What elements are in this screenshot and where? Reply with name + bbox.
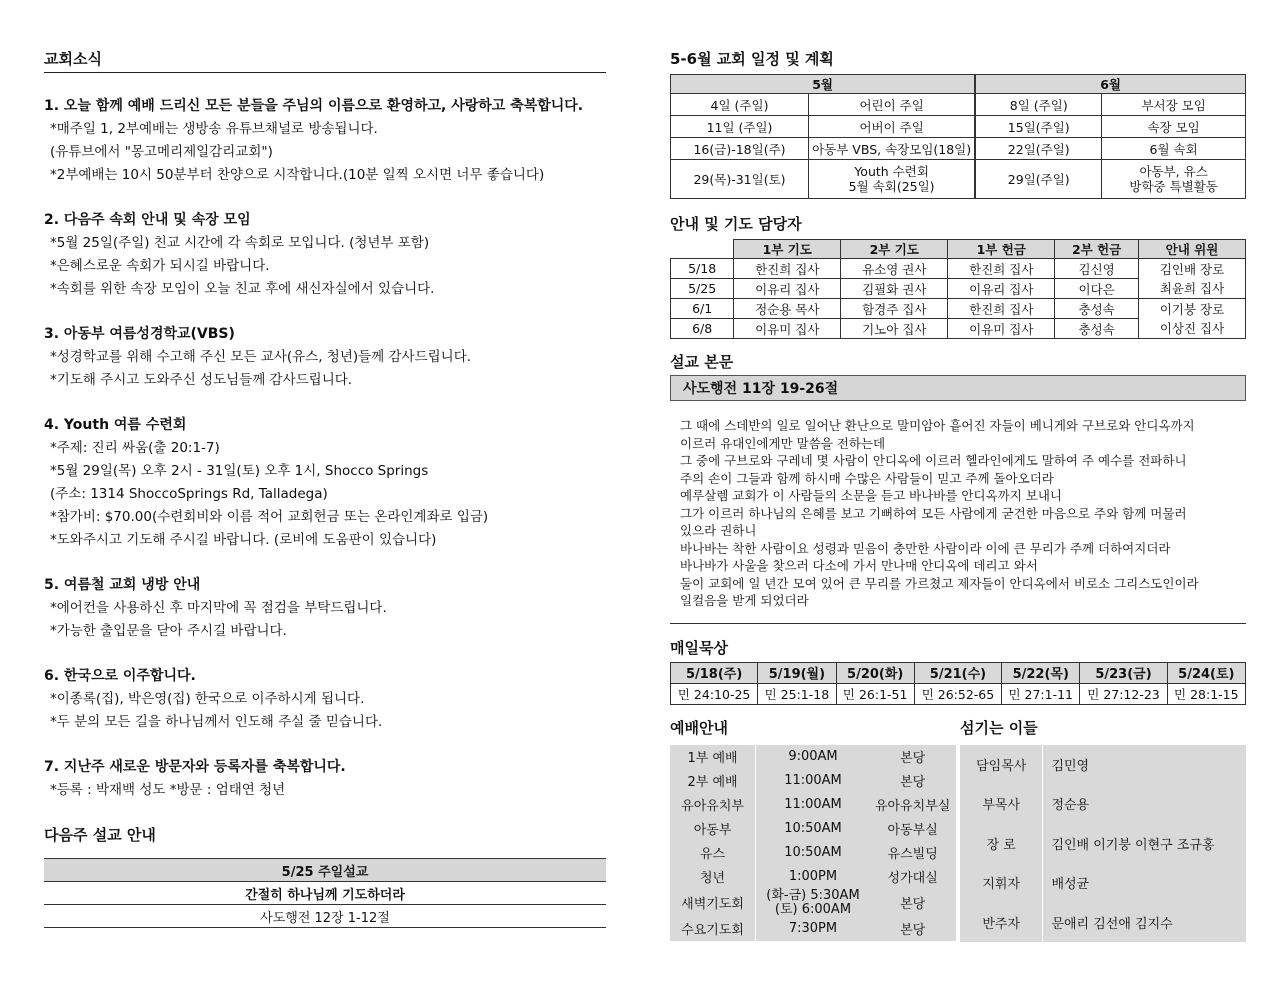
next-sermon-title: 다음주 설교 안내: [44, 826, 156, 844]
schedule-cell: 8일 (주일): [975, 94, 1102, 116]
news-item-line: *성경학교를 위해 수고해 주신 모든 교사(유스, 청년)들께 감사드립니다.: [50, 349, 472, 365]
news-item-line: *속회를 위한 속장 모임이 오늘 친교 후에 새신자실에서 있습니다.: [50, 281, 435, 297]
schedule-cell: 15일(주일): [975, 116, 1102, 138]
duty-cell: 이유리 집사: [948, 279, 1055, 299]
worship-time: [756, 745, 870, 769]
servant-names: 김인배 이기붕 이현구 조규홍: [1051, 837, 1215, 853]
verse-line: 예루살렘 교회가 이 사람들의 소문을 듣고 바나바를 안디옥까지 보내니: [680, 488, 1062, 503]
news-item-line: *2부예배는 10시 50분부터 찬양으로 시작합니다.(10분 일찍 오시면 너무 좋습니다): [50, 167, 545, 183]
worship-time: [756, 917, 870, 941]
daily-day: 5/24(토): [1167, 662, 1245, 683]
schedule-cell: 11일 (주일): [671, 116, 809, 138]
servant-row: [960, 863, 1246, 903]
daily-reading: 민 27:1-11: [1002, 683, 1080, 704]
news-item-line: *매주일 1, 2부예배는 생방송 유튜브채널로 방송됩니다.: [50, 121, 378, 137]
daily-day: 5/22(목): [1002, 662, 1080, 683]
sermon-scripture: 사도행전 11장 19-26절: [670, 375, 1246, 401]
verse-line: 바나바가 사울을 찾으러 다소에 가서 만나매 안디옥에 데리고 와서: [680, 558, 1038, 573]
news-title: 교회소식: [44, 48, 606, 73]
usher-name: 김인배 장로: [1159, 261, 1225, 277]
sermon-title: 설교 본문: [670, 353, 734, 371]
news-item-line: *5월 25일(주일) 친교 시간에 각 속회로 모입니다. (청년부 포함): [50, 235, 430, 251]
duty-cell: 충성속: [1055, 299, 1139, 319]
news-item: [44, 323, 606, 392]
news-item-head: 7. 지난주 새로운 방문자와 등록자를 축복합니다.: [44, 759, 346, 775]
schedule-cell: 어린이 주일: [809, 94, 976, 116]
news-item-line: *이종록(집), 박은영(집) 한국으로 이주하시게 됩니다.: [50, 691, 365, 707]
worship-place: 유스빌딩: [887, 847, 938, 862]
news-item-head: 2. 다음주 속회 안내 및 속장 모임: [44, 212, 251, 228]
verse-line: 그 때에 스데반의 일로 일어난 환난으로 말미암아 흩어진 자들이 베니게와 구브로와 안디옥까지: [680, 418, 1195, 433]
left-column: [44, 48, 606, 928]
news-item-line: *기도해 주시고 도와주신 성도님들께 감사드립니다.: [50, 372, 353, 388]
daily-day: 5/23(금): [1080, 662, 1167, 683]
servant-row: [960, 745, 1246, 785]
worship-time-line: (토) 6:00AM: [774, 901, 852, 917]
schedule-row: [671, 160, 1246, 199]
schedule-cell-line: Youth 수련회: [854, 164, 929, 179]
duty-cell: 이유미 집사: [734, 319, 841, 339]
daily-day: 5/21(수): [914, 662, 1001, 683]
news-item-line: *에어컨을 사용하신 후 마지막에 꼭 점검을 부탁드립니다.: [50, 600, 387, 616]
daily-day: 5/19(월): [758, 662, 836, 683]
usher-name: 이기붕 장로: [1159, 301, 1225, 317]
duty-usher-cell: [1138, 299, 1245, 339]
servant-names: 배성균: [1051, 877, 1090, 893]
worship-time-line: 11:00AM: [784, 773, 842, 788]
next-sermon-date: 5/25 주일설교: [44, 859, 606, 882]
news-item-head: 4. Youth 여름 수련회: [44, 417, 187, 433]
servant-row: [960, 903, 1246, 943]
worship-time: [756, 769, 870, 793]
servant-row: [960, 784, 1246, 824]
usher-name: 최윤희 집사: [1159, 280, 1225, 296]
duty-cell: 한진희 집사: [948, 299, 1055, 319]
duty-cell: 정순용 목사: [734, 299, 841, 319]
schedule-row: [671, 138, 1246, 160]
duty-cell: 이유리 집사: [734, 279, 841, 299]
usher-name: 이상진 집사: [1159, 320, 1225, 336]
next-sermon-table: [44, 858, 606, 928]
duty-cell: 5/18: [671, 259, 734, 279]
duty-cell: 김신영: [1055, 259, 1139, 279]
daily-reading: 민 28:1-15: [1167, 683, 1245, 704]
news-item-head: 6. 한국으로 이주합니다.: [44, 668, 196, 684]
worship-time-line: 7:30PM: [788, 921, 838, 936]
duty-row: [671, 259, 1246, 279]
worship-place: 본당: [900, 751, 926, 766]
worship-time-line: 10:50AM: [784, 821, 842, 836]
news-item-head: 1. 오늘 함께 예배 드리신 모든 분들을 주님의 이름으로 환영하고, 사랑하고 축복합니다.: [44, 98, 584, 114]
schedule-cell-line: 방학중 특별활동: [1129, 179, 1218, 194]
daily-reading: 민 24:10-25: [671, 683, 758, 704]
duty-cell: 이다은: [1055, 279, 1139, 299]
servants-title: 섬기는 이들: [960, 718, 1038, 737]
daily-reading: 민 26:52-65: [914, 683, 1001, 704]
schedule-cell-line: 아동부, 유스: [1139, 164, 1208, 179]
right-column: [670, 48, 1246, 957]
worship-time: [756, 865, 870, 889]
bottom-section: [670, 717, 1246, 957]
schedule-table: [670, 74, 1246, 199]
news-item-line: *은혜스로운 속회가 되시길 바랍니다.: [50, 258, 270, 274]
next-sermon-scripture: 사도행전 12장 1-12절: [44, 905, 606, 928]
duty-usher-cell: [1138, 259, 1245, 299]
verse-line: 그가 이르러 하나님의 은혜를 보고 기뻐하여 모든 사람에게 굳건한 마음으로 주와 함께 머물러: [680, 505, 1187, 521]
servant-names: 김민영: [1051, 758, 1090, 774]
news-item: [44, 574, 606, 643]
news-item: [44, 414, 606, 552]
worship-name: 수요기도회: [670, 917, 756, 941]
news-item-line: (유튜브에서 "몽고메리제일감리교회"): [50, 144, 273, 160]
schedule-cell: 속장 모임: [1102, 116, 1246, 138]
daily-title: 매일묵상: [670, 638, 728, 657]
duty-table: [670, 239, 1246, 339]
daily-day: 5/18(주): [671, 662, 758, 683]
servant-role: 부목사: [960, 784, 1043, 824]
worship-time: [756, 889, 870, 917]
schedule-row: [671, 94, 1246, 116]
worship-name: 유아유치부: [670, 793, 756, 817]
duty-header: 안내 위원: [1138, 240, 1245, 259]
duty-cell: 6/1: [671, 299, 734, 319]
duty-cell: 이유미 집사: [948, 319, 1055, 339]
worship-time-line: 9:00AM: [788, 749, 838, 764]
schedule-cell: 4일 (주일): [671, 94, 809, 116]
daily-reading: 민 25:1-18: [758, 683, 836, 704]
worship-place: 유아유치부실: [874, 799, 951, 814]
worship-row: [670, 889, 956, 917]
worship-time-line: 1:00PM: [788, 869, 838, 884]
worship-name: 새벽기도회: [670, 889, 756, 917]
news-item-head: 5. 여름철 교회 냉방 안내: [44, 577, 201, 593]
worship-place: 본당: [900, 775, 926, 790]
servant-row: [960, 824, 1246, 864]
duty-cell: 김필화 권사: [841, 279, 948, 299]
worship-row: [670, 769, 956, 793]
verse-line: 그 중에 구브로와 구레네 몇 사람이 안디옥에 이르러 헬라인에게도 말하여 주 예수를 전파하니: [680, 453, 1187, 468]
duty-header: 1부 헌금: [948, 240, 1055, 259]
duty-cell: 한진희 집사: [734, 259, 841, 279]
servant-role: 반주자: [960, 903, 1043, 943]
worship-row: [670, 793, 956, 817]
divider: [670, 623, 1246, 624]
worship-name: 1부 예배: [670, 745, 756, 769]
schedule-cell: 아동부 VBS, 속장모임(18일): [809, 138, 976, 160]
servants-table: [960, 745, 1246, 943]
june-header: 6월: [975, 75, 1245, 94]
news-item-line: *도와주시고 기도해 주시길 바랍니다. (로비에 도움판이 있습니다): [50, 532, 437, 548]
news-item: [44, 665, 606, 734]
daily-reading: 민 26:1-51: [836, 683, 914, 704]
duty-cell: 충성속: [1055, 319, 1139, 339]
worship-name: 아동부: [670, 817, 756, 841]
sermon-text: [670, 417, 1246, 610]
duty-cell: 한진희 집사: [948, 259, 1055, 279]
servant-role: 담임목사: [960, 745, 1043, 785]
worship-table: [670, 745, 956, 941]
worship-time: [756, 793, 870, 817]
worship-time-line: (화-금) 5:30AM: [766, 887, 860, 903]
news-item: [44, 756, 606, 802]
worship-time: [756, 817, 870, 841]
worship-place: 본당: [900, 897, 926, 912]
worship-name: 청년: [670, 865, 756, 889]
worship-row: [670, 745, 956, 769]
schedule-cell: 어버이 주일: [809, 116, 976, 138]
daily-table: [670, 662, 1246, 705]
schedule-cell: 22일(주일): [975, 138, 1102, 160]
schedule-title: 5-6월 교회 일정 및 계획: [670, 50, 834, 68]
duty-title: 안내 및 기도 담당자: [670, 215, 802, 233]
duty-row: [671, 299, 1246, 319]
schedule-cell: 부서장 모임: [1102, 94, 1246, 116]
verse-line: 이르러 유대인에게만 말씀을 전하는데: [680, 435, 886, 451]
next-sermon-section: [44, 824, 606, 928]
next-sermon-heading: 간절히 하나님께 기도하더라: [44, 882, 606, 905]
worship-time-line: 11:00AM: [784, 797, 842, 812]
verse-line: 있으라 권하니: [680, 523, 757, 538]
servant-names: 정순용: [1051, 798, 1090, 814]
schedule-cell-line: 5월 속회(25일): [848, 179, 935, 194]
servant-names: 문애리 김선애 김지수: [1051, 916, 1173, 932]
schedule-cell: 6월 속회: [1102, 138, 1246, 160]
duty-header: 2부 기도: [841, 240, 948, 259]
worship-time-line: 10:50AM: [784, 845, 842, 860]
verse-line: 주의 손이 그들과 함께 하시매 수많은 사람들이 믿고 주께 돌아오더라: [680, 470, 1054, 486]
schedule-cell: [809, 160, 976, 199]
worship-name: 2부 예배: [670, 769, 756, 793]
duty-corner: [671, 240, 734, 259]
servant-role: 지휘자: [960, 863, 1043, 903]
worship-place: 아동부실: [887, 823, 938, 838]
servant-role: 장 로: [960, 824, 1043, 864]
news-item-line: *5월 29일(목) 오후 2시 - 31일(토) 오후 1시, Shocco Springs: [50, 463, 429, 479]
news-item-line: *주제: 진리 싸움(출 20:1-7): [50, 440, 220, 456]
worship-time: [756, 841, 870, 865]
news-item-head: 3. 아동부 여름성경학교(VBS): [44, 326, 235, 342]
worship-row: [670, 817, 956, 841]
worship-place: 본당: [900, 923, 926, 938]
news-list: [44, 95, 606, 802]
duty-header: 2부 헌금: [1055, 240, 1139, 259]
news-item: [44, 95, 606, 187]
news-item-line: *두 분의 모든 길을 하나님께서 인도해 주실 줄 믿습니다.: [50, 714, 383, 730]
verse-line: 일컬음을 받게 되었더라: [680, 593, 809, 608]
worship-row: [670, 841, 956, 865]
duty-cell: 유소영 권사: [841, 259, 948, 279]
duty-cell: 5/25: [671, 279, 734, 299]
duty-header: 1부 기도: [734, 240, 841, 259]
may-header: 5월: [671, 75, 976, 94]
duty-cell: 6/8: [671, 319, 734, 339]
schedule-cell: 29(목)-31일(토): [671, 160, 809, 199]
duty-cell: 함경주 집사: [841, 299, 948, 319]
duty-cell: 기노아 집사: [841, 319, 948, 339]
worship-row: [670, 917, 956, 941]
news-item: [44, 209, 606, 301]
news-item-line: *가능한 출입문을 닫아 주시길 바랍니다.: [50, 623, 287, 639]
worship-name: 유스: [670, 841, 756, 865]
news-item-line: *참가비: $70.00(수련회비와 이름 적어 교회헌금 또는 온라인계좌로 입금): [50, 509, 489, 525]
worship-title: 예배안내: [670, 718, 728, 737]
worship-row: [670, 865, 956, 889]
news-item-line: *등록 : 박재백 성도 *방문 : 엄태연 청년: [50, 782, 286, 798]
daily-reading: 민 27:12-23: [1080, 683, 1167, 704]
verse-line: 바나바는 착한 사람이요 성령과 믿음이 충만한 사람이라 이에 큰 무리가 주께 더하여지더라: [680, 540, 1171, 556]
schedule-cell: 29일(주일): [975, 160, 1102, 199]
schedule-cell: [1102, 160, 1246, 199]
news-item-line: (주소: 1314 ShoccoSprings Rd, Talladega): [50, 486, 328, 502]
schedule-row: [671, 116, 1246, 138]
verse-line: 둘이 교회에 일 년간 모여 있어 큰 무리를 가르쳤고 제자들이 안디옥에서 비로소 그리스도인이라: [680, 575, 1199, 591]
schedule-cell: 16(금)-18일(주): [671, 138, 809, 160]
daily-day: 5/20(화): [836, 662, 914, 683]
worship-place: 성가대실: [887, 871, 938, 886]
